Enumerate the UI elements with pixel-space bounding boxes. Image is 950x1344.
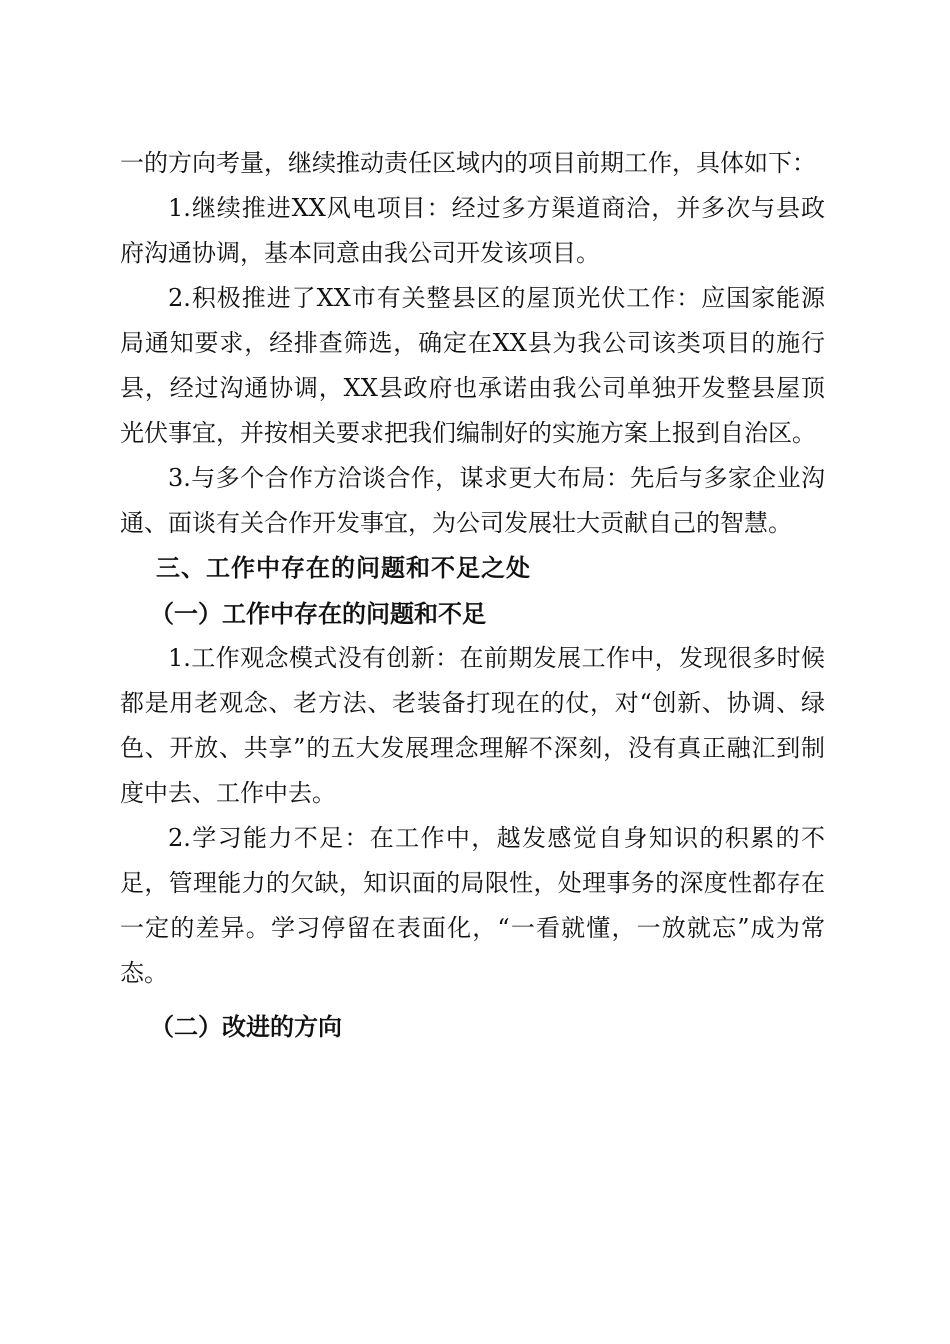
subsection-heading-improvement: （二）改进的方向 [150, 1012, 342, 1041]
spacer [120, 996, 825, 1004]
progress-item-1: 1.继续推进XX风电项目：经过多方渠道商洽，并多次与县政府沟通协调，基本同意由我公司开发该项目。 [120, 194, 825, 267]
document-body [120, 141, 825, 1049]
intro-paragraph: 一的方向考量，继续推动责任区域内的项目前期工作，具体如下： [120, 149, 816, 177]
progress-item-2: 2.积极推进了XX市有关整县区的屋顶光伏工作：应国家能源局通知要求，经排查筛选，确定在XX县为我公司该类项目的施行县，经过沟通协调，XX县政府也承诺由我公司单独开发整县屋顶光伏事宜，并按相关要求把我们编制好的实施方案上报到自治区。 [120, 284, 825, 447]
problem-item-2: 2.学习能力不足：在工作中，越发感觉自身知识的积累的不足，管理能力的欠缺，知识面的局限性，处理事务的深度性都存在一定的差异。学习停留在表面化，“一看就懂，一放就忘”成为常态。 [120, 824, 825, 987]
section-heading-problems: 三、工作中存在的问题和不足之处 [156, 554, 531, 582]
progress-item-3: 3.与多个合作方洽谈合作，谋求更大布局：先后与多家企业沟通、面谈有关合作开发事宜，为公司发展壮大贡献自己的智慧。 [120, 464, 825, 537]
problem-item-1: 1.工作观念模式没有创新：在前期发展工作中，发现很多时候都是用老观念、老方法、老装备打现在的仗，对“创新、协调、绿色、开放、共享”的五大发展理念理解不深刻，没有真正融汇到制度中去、工作中去。 [120, 644, 825, 807]
subsection-heading-issues: （一）工作中存在的问题和不足 [150, 599, 486, 628]
